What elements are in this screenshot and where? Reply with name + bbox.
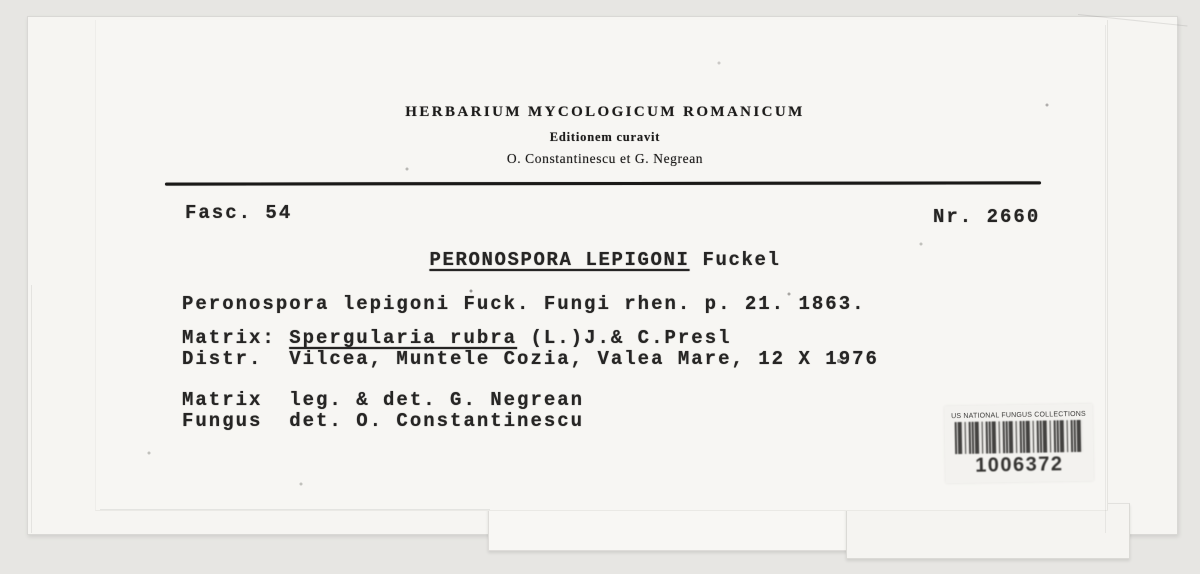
barcode-collection-name: US NATIONAL FUNGUS COLLECTIONS: [951, 410, 1086, 421]
label-bottom-edge: [100, 509, 490, 510]
matrix-line: [182, 329, 732, 348]
barcode-number: 1006372: [975, 453, 1064, 477]
packet-fold-line: [1105, 25, 1106, 533]
fungus-determiner-line: Fungus det. O. Constantinescu: [182, 410, 585, 432]
species-title-name: PERONOSPORA LEPIGONI: [429, 249, 690, 271]
collection-number: Nr. 2660: [933, 206, 1041, 228]
packet-flap-right: [846, 503, 1130, 559]
matrix-author: (L.)J.& C.Presl: [517, 327, 732, 349]
barcode-icon: [955, 420, 1084, 454]
species-title: [100, 251, 1110, 270]
species-citation: Peronospora lepigoni Fuck. Fungi rhen. p. 21. 1863.: [182, 293, 866, 315]
edition-subtitle: Editionem curavit: [549, 130, 661, 144]
packet-left-crease: [31, 285, 32, 533]
institution-name: HERBARIUM MYCOLOGICUM ROMANICUM: [405, 104, 805, 120]
distribution-line: Distr. Vilcea, Muntele Cozia, Valea Mare, 12 X 1976: [182, 348, 879, 370]
matrix-collector-line: Matrix leg. & det. G. Negrean: [182, 389, 585, 411]
matrix-label: Matrix:: [182, 327, 290, 349]
paper-specks: [0, 0, 2, 2]
fascicle-number: Fasc. 54: [185, 202, 293, 224]
matrix-species: Spergularia rubra: [289, 327, 518, 349]
species-title-author: Fuckel: [689, 249, 781, 271]
editors-names: O. Constantinescu et G. Negrean: [506, 151, 704, 166]
barcode-sticker: [944, 404, 1093, 484]
